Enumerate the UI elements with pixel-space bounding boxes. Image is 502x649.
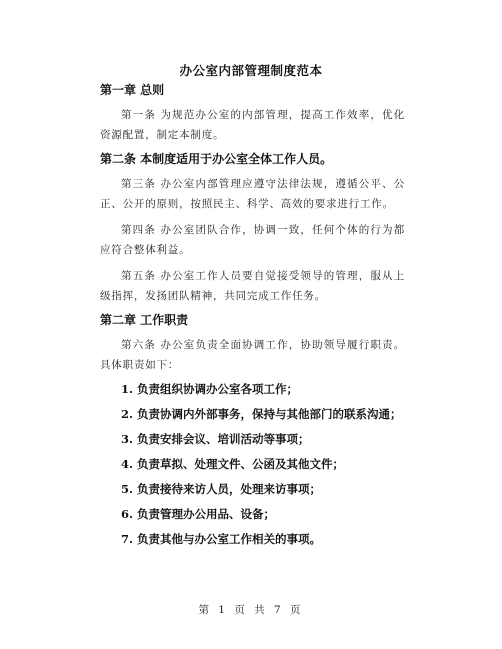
duty-list-item: 6. 负责管理办公用品、设备；: [121, 507, 276, 521]
article-paragraph: 第三条 办公室内部管理应遵守法律法规，遵循公平、公正、公开的原则，按照民主、科学、高效的要求进行工作。: [100, 178, 405, 210]
duty-list-item: 3. 负责安排会议、培训活动等事项；: [121, 432, 310, 446]
chapter-heading: 第二章 工作职责: [100, 313, 189, 327]
article-heading: 第二条 本制度适用于办公室全体工作人员。: [100, 152, 333, 166]
article-paragraph: 第一条 为规范办公室的内部管理，提高工作效率，优化资源配置，制定本制度。: [100, 109, 405, 141]
chapter-heading: 第一章 总则: [100, 83, 165, 97]
article-paragraph: 第四条 办公室团队合作，协调一致，任何个体的行为都应符合整体利益。: [100, 224, 405, 256]
duty-list-item: 2. 负责协调内外部事务，保持与其他部门的联系沟通；: [121, 407, 402, 421]
page-number-footer: 第 1 页 共 7 页: [198, 604, 304, 616]
article-paragraph: 第六条 办公室负责全面协调工作，协助领导履行职责。具体职责如下：: [100, 339, 405, 371]
duty-list-item: 4. 负责草拟、处理文件、公函及其他文件；: [121, 457, 345, 471]
duty-list-item: 1. 负责组织协调办公室各项工作；: [121, 382, 299, 396]
article-paragraph: 第五条 办公室工作人员要自觉接受领导的管理，服从上级指挥，发扬团队精神，共同完成工作任务。: [100, 270, 405, 302]
duty-list-item: 7. 负责其他与办公室工作相关的事项。: [121, 532, 322, 546]
document-body: [100, 82, 405, 556]
document-title: 办公室内部管理制度范本: [179, 63, 323, 78]
duty-list-item: 5. 负责接待来访人员，处理来访事项；: [121, 482, 322, 496]
